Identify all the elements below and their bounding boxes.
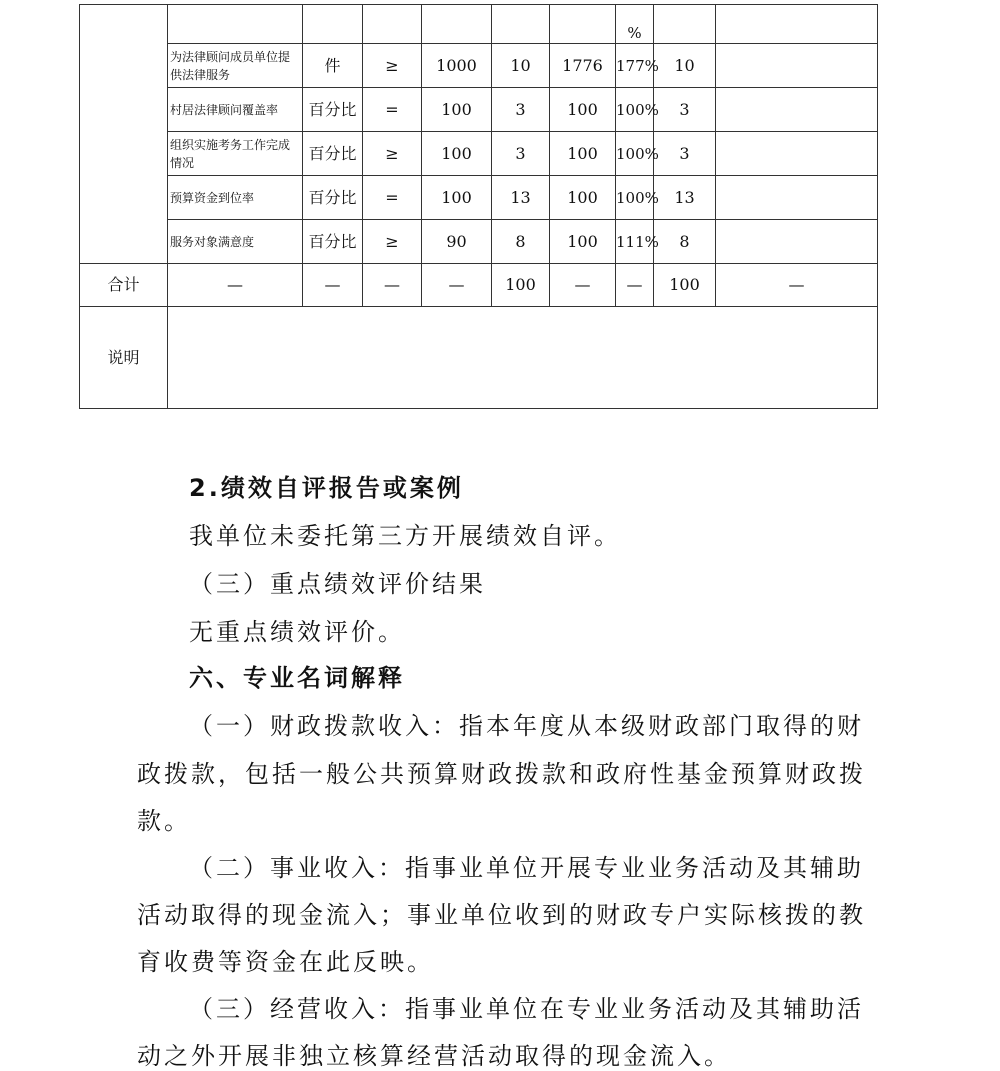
dash-cell: —	[422, 264, 492, 307]
total-weight: 100	[492, 264, 550, 307]
rate-cell: 100%	[616, 88, 654, 132]
paragraph-report: 我单位未委托第三方开展绩效自评。	[189, 522, 621, 550]
operator-cell: =	[363, 176, 422, 220]
note-cell	[716, 88, 878, 132]
section-heading-report: 2.绩效自评报告或案例	[189, 474, 464, 502]
dash-cell: —	[616, 264, 654, 307]
dash-cell: —	[716, 264, 878, 307]
score-cell: 13	[654, 176, 716, 220]
score-cell: 3	[654, 88, 716, 132]
unit-cell: 百分比	[303, 132, 363, 176]
target-cell: 1000	[422, 44, 492, 88]
term-3-line-1: （三）经营收入：指事业单位在专业业务活动及其辅助活	[189, 995, 864, 1023]
weight-cell: 3	[492, 88, 550, 132]
target-cell: 90	[422, 220, 492, 264]
performance-table	[79, 4, 878, 409]
rate-cell: 111%	[616, 220, 654, 264]
table-row	[80, 44, 878, 88]
term-1-line-1: （一）财政拨款收入：指本年度从本级财政部门取得的财	[189, 712, 864, 740]
table-row	[80, 132, 878, 176]
term-3-line-2: 动之外开展非独立核算经营活动取得的现金流入。	[137, 1042, 731, 1070]
actual-cell: 100	[550, 88, 616, 132]
actual-cell: 1776	[550, 44, 616, 88]
score-cell: 3	[654, 132, 716, 176]
rate-cell: 100%	[616, 132, 654, 176]
table-row	[80, 220, 878, 264]
unit-cell: 百分比	[303, 88, 363, 132]
term-2-line-1: （二）事业收入：指事业单位开展专业业务活动及其辅助	[189, 854, 864, 882]
dash-cell: —	[303, 264, 363, 307]
paragraph-key-evaluation: 无重点绩效评价。	[189, 618, 405, 646]
total-label: 合计	[80, 264, 168, 307]
indicator-cell: 为法律顾问成员单位提供法律服务	[168, 44, 303, 88]
rate-cell: %	[616, 5, 654, 44]
operator-cell: =	[363, 88, 422, 132]
actual-cell: 100	[550, 176, 616, 220]
rate-cell: 100%	[616, 176, 654, 220]
indicator-cell: 预算资金到位率	[168, 176, 303, 220]
term-2-line-3: 育收费等资金在此反映。	[137, 948, 434, 976]
remarks-value	[168, 307, 878, 409]
unit-cell: 件	[303, 44, 363, 88]
remarks-row	[80, 307, 878, 409]
indicator-cell: 组织实施考务工作完成情况	[168, 132, 303, 176]
score-cell: 10	[654, 44, 716, 88]
term-1-line-2: 政拨款，包括一般公共预算财政拨款和政府性基金预算财政拨	[137, 760, 866, 788]
weight-cell: 13	[492, 176, 550, 220]
unit-cell: 百分比	[303, 176, 363, 220]
section-heading-key-evaluation: （三）重点绩效评价结果	[189, 570, 486, 598]
category-cell	[80, 5, 168, 264]
dash-cell: —	[550, 264, 616, 307]
unit-cell: 百分比	[303, 220, 363, 264]
operator-cell: ≥	[363, 132, 422, 176]
actual-cell: 100	[550, 220, 616, 264]
note-cell	[716, 176, 878, 220]
term-2-line-2: 活动取得的现金流入；事业单位收到的财政专户实际核拨的教	[137, 901, 866, 929]
actual-cell: 100	[550, 132, 616, 176]
remarks-label: 说明	[80, 307, 168, 409]
weight-cell: 8	[492, 220, 550, 264]
operator-cell: ≥	[363, 44, 422, 88]
indicator-cell: 村居法律顾问覆盖率	[168, 88, 303, 132]
weight-cell: 10	[492, 44, 550, 88]
note-cell	[716, 220, 878, 264]
target-cell: 100	[422, 176, 492, 220]
indicator-cell: 服务对象满意度	[168, 220, 303, 264]
table-row	[80, 5, 878, 44]
operator-cell: ≥	[363, 220, 422, 264]
section-heading-terms: 六、专业名词解释	[189, 664, 405, 692]
score-cell: 8	[654, 220, 716, 264]
dash-cell: —	[363, 264, 422, 307]
dash-cell: —	[168, 264, 303, 307]
total-row	[80, 264, 878, 307]
table-row	[80, 88, 878, 132]
weight-cell: 3	[492, 132, 550, 176]
total-score: 100	[654, 264, 716, 307]
table-row	[80, 176, 878, 220]
note-cell	[716, 132, 878, 176]
target-cell: 100	[422, 88, 492, 132]
term-1-line-3: 款。	[137, 807, 191, 835]
target-cell: 100	[422, 132, 492, 176]
rate-cell: 177%	[616, 44, 654, 88]
note-cell	[716, 44, 878, 88]
